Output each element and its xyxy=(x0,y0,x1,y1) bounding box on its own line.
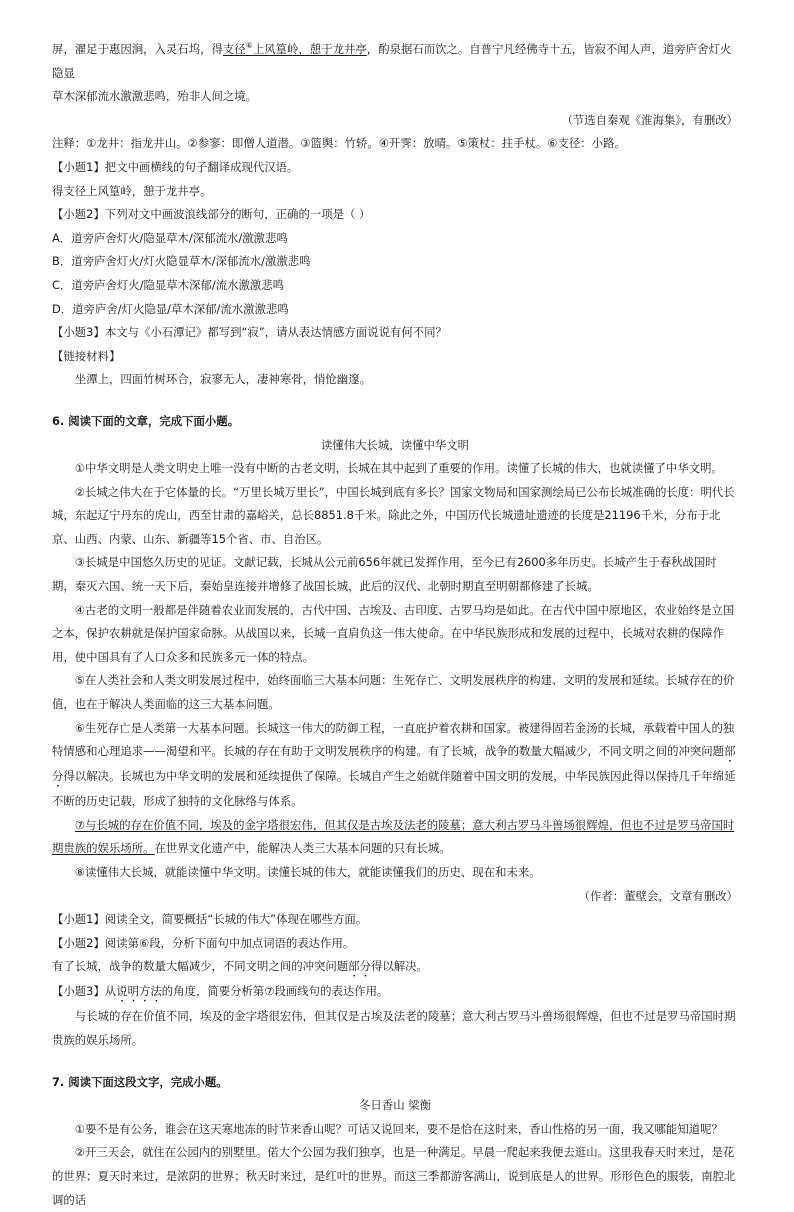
article6-para7: ⑦与长城的存在价值不同，埃及的金字塔很宏伟，但其仅是古埃及法老的陵墓；意大利古罗马斗兽场很辉煌，但也不过是罗马帝国时期贵族的娱乐场所。在世界文化遗产中，能解决人类三大基本问题的只有长城。 xyxy=(52,817,735,856)
q6-2: 【小题2】阅读第⑥段，分析下面句中加点词语的表达作用。 xyxy=(52,935,355,950)
document-page xyxy=(52,38,738,1212)
underlined-sentence: ⑦与长城的存在价值不同，埃及的金字塔很宏伟，但其仅是古埃及法老的陵墓；意大利古罗马斗兽场很辉煌，但也不过是罗马帝国时期贵族的娱乐场所。 xyxy=(52,817,735,856)
link-material-text: 坐潭上，四面竹树环合，寂寥无人，凄神寒骨，悄怆幽邃。 xyxy=(74,372,371,387)
option-c: C．道旁庐舍灯火/隐显草木深郁/流水激激悲鸣 xyxy=(52,277,285,292)
article6-para2: ②长城之伟大在于它体量的长。“万里长城万里长”，中国长城到底有多长？国家文物局和国家测绘局已公布长城准确的长度：明代长城，东起辽宁丹东的虎山，西至甘肃的嘉峪关，总长8851.8千米。除此之外，中国历代长城遗址遗迹的长度是21196千米，分布于北京、山西、内蒙、山东、新疆等15个省、市、自治区。 xyxy=(52,484,735,546)
article7-para2: ②开三天会，就住在公园内的别墅里。偌大个公园为我们独享，也是一种满足。早晨一爬起来我便去逛山。这里我春天时来过，是花的世界；夏天时来过，是浓阴的世界；秋天时来过，是红叶的世界。而这三季都游客满山，说到底是人的世界。形形色色的服装，南腔北调的话 xyxy=(52,1145,736,1207)
option-b: B．道旁庐舍灯火/灯火隐显草木/深郁流水/激激悲鸣 xyxy=(52,254,311,269)
article6-para6: ⑥生死存亡是人类第一大基本问题。长城这一伟大的防御工程，一直庇护着农耕和国家。被建得固若金汤的长城，承载着中国人的独特情感和心理追求——渴望和平。长城的存在有助于文明发展秩序的构建。有了长城，战争的数量大幅减少，不同文明之间的冲突问题部分得以解决。长城也为中华文明的发展和延续提供了保障。长城自产生之始就伴随着中国文明的发展，中华民族因此得以保持几千年绵延不断的历史记载，形成了独特的文化脉络与体系。 xyxy=(52,720,736,809)
option-d: D．道旁庐舍/灯火隐显/草木深郁/流水激激悲鸣 xyxy=(52,301,289,316)
dotted-word: 部分 xyxy=(348,959,371,974)
article6-para3: ③长城是中国悠久历史的见证。文献记载，长城从公元前656年就已发挥作用，至今已有2600多年历史。长城产生于春秋战国时期，秦灭六国、统一天下后，秦始皇连接并增修了战国长城，此后的汉代、北朝时期直至明朝都修建了长城。 xyxy=(52,555,717,594)
dotted-word: 说明方法 xyxy=(116,984,162,999)
q6-3-quote: 与长城的存在价值不同，埃及的金字塔很宏伟，但其仅是古埃及法老的陵墓；意大利古罗马斗兽场很辉煌，但也不过是罗马帝国时期贵族的娱乐场所。 xyxy=(52,1009,736,1047)
dotted-word: 部分 xyxy=(52,744,736,784)
article6-source: （作者：董壁会，文章有删改） xyxy=(578,888,738,903)
essay5-source: （节选自秦观《淮海集》，有删改） xyxy=(561,112,738,127)
question7-heading: 7. 阅读下面这段文字，完成小题。 xyxy=(52,1074,228,1089)
article6-para5: ⑤在人类社会和人类文明发展过程中，始终面临三大基本问题：生死存亡、文明发展秩序的构建、文明的发展和延续。长城存在的价值，也在于解决人类面临的这三大基本问题。 xyxy=(52,673,735,712)
article6-para1: ①中华文明是人类文明史上唯一没有中断的古老文明，长城在其中起到了重要的作用。读懂了长城的伟大，也就读懂了中华文明。 xyxy=(74,461,723,476)
underlined-phrase-start: 支径⑥上风篁岭，憩于龙井亭 xyxy=(222,41,367,56)
link-material-label: 【链接材料】 xyxy=(52,348,121,363)
article7-title: 冬日香山 梁衡 xyxy=(359,1098,431,1113)
q5-3: 【小题3】本文与《小石潭记》都写到“寂”，请从表达情感方面说说有何不同？ xyxy=(52,325,447,340)
q6-2-sentence: 有了长城，战争的数量大幅减少，不同文明之间的冲突问题部分得以解决。 xyxy=(52,959,428,974)
essay5-tail-line1: 屏，濯足于惠因涧，入灵石坞，得支径⑥上风篁岭，憩于龙井亭，酌泉据石而饮之。自普宁凡经佛寺十五，皆寂不闻人声，道旁庐舍灯火隐显 xyxy=(52,41,732,80)
spacer xyxy=(52,392,738,410)
q5-2: 【小题2】下列对文中画波浪线部分的断句，正确的一项是（ ） xyxy=(52,207,371,222)
question6-heading: 6. 阅读下面的文章，完成下面小题。 xyxy=(52,413,240,428)
q5-1: 【小题1】把文中画横线的句子翻译成现代汉语。 xyxy=(52,159,299,174)
q6-1: 【小题1】阅读全文，简要概括“长城的伟大”体现在哪些方面。 xyxy=(52,912,368,927)
option-a: A．道旁庐舍灯火/隐显草木/深郁流水/激激悲鸣 xyxy=(52,230,288,245)
article6-para8: ⑧读懂伟大长城，就能读懂中华文明。读懂长城的伟大，就能读懂我们的历史、现在和未来。 xyxy=(74,865,541,879)
article6-title: 读懂伟大长城，读懂中华文明 xyxy=(320,437,470,452)
q5-1-sentence: 得支径上风篁岭，憩于龙井亭。 xyxy=(52,183,212,198)
essay5-notes: 注释：①龙井：指龙井山。②参寥：即僧人道潜。③篮舆：竹轿。④开霁：放晴。⑤策杖：拄手杖。⑥支径：小路。 xyxy=(52,136,626,151)
article6-para4: ④古老的文明一般都是伴随着农业而发展的，古代中国、古埃及、古印度、古罗马均是如此。在古代中国中原地区，农业始终是立国之本，保护农耕就是保护国家命脉。从战国以来，长城一直肩负这一伟大使命。在中华民族形成和发展的过程中，长城对农耕的保障作用，使中国具有了人口众多和民族多元一体的特点。 xyxy=(52,602,735,664)
article7-para1: ①要不是有公务，谁会在这天寒地冻的时节来香山呢？可话又说回来，要不是恰在这时来，香山性格的另一面，我又哪能知道呢？ xyxy=(74,1121,723,1136)
essay5-tail-line2: 草木深郁流水激激悲鸣，殆非人间之境。 xyxy=(52,89,258,104)
spacer xyxy=(52,1053,738,1071)
q6-3: 【小题3】从说明方法的角度，简要分析第⑦段画线句的表达作用。 xyxy=(52,984,389,999)
